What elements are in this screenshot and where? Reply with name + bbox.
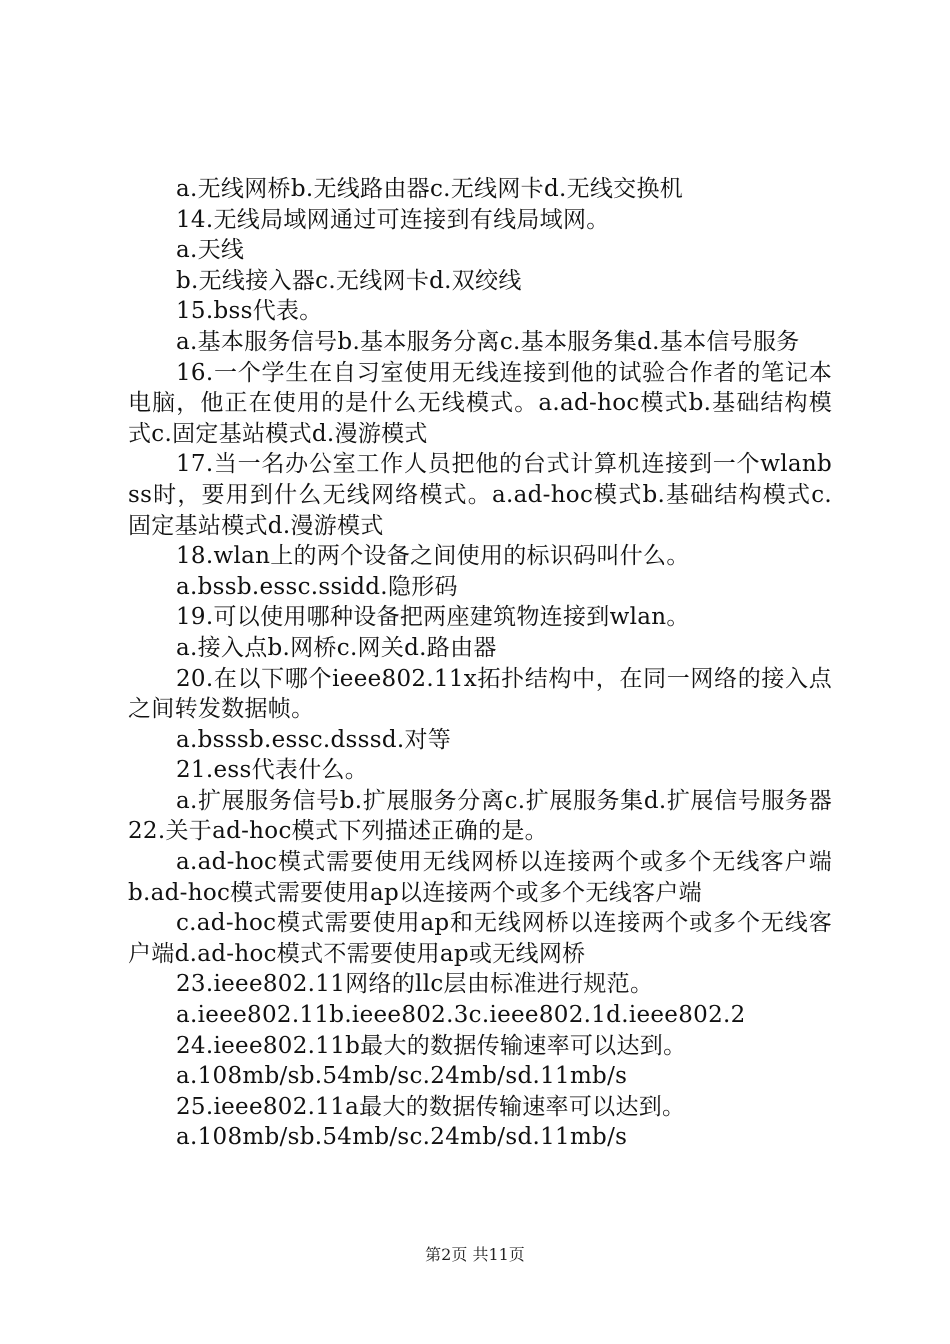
page-number-footer: 第2页 共11页 xyxy=(425,1245,525,1264)
paragraph: a.108mb/sb.54mb/sc.24mb/sd.11mb/s xyxy=(176,1063,628,1090)
paragraph: a.接入点b.网桥c.网关d.路由器 xyxy=(176,634,497,661)
paragraph: 25.ieee802.11a最大的数据传输速率可以达到。 xyxy=(176,1093,686,1120)
paragraph: a.扩展服务信号b.扩展服务分离c.扩展服务集d.扩展信号服务器22.关于ad-hoc模式下列描述正确的是。 xyxy=(128,787,832,845)
paragraph: 24.ieee802.11b最大的数据传输速率可以达到。 xyxy=(176,1032,687,1059)
paragraph: 17.当一名办公室工作人员把他的台式计算机连接到一个wlanbss时，要用到什么无线网络模式。a.ad-hoc模式b.基础结构模式c.固定基站模式d.漫游模式 xyxy=(128,451,832,539)
paragraph: 18.wlan上的两个设备之间使用的标识码叫什么。 xyxy=(176,543,690,570)
paragraph: 19.可以使用哪种设备把两座建筑物连接到wlan。 xyxy=(176,604,690,631)
paragraph: b.无线接入器c.无线网卡d.双绞线 xyxy=(176,267,522,294)
paragraph: a.ad-hoc模式需要使用无线网桥以连接两个或多个无线客户端b.ad-hoc模式需要使用ap以连接两个或多个无线客户端 xyxy=(128,849,832,906)
paragraph: a.bsssb.essc.dsssd.对等 xyxy=(176,726,452,753)
paragraph: 21.ess代表什么。 xyxy=(176,757,369,784)
paragraph: a.ieee802.11b.ieee802.3c.ieee802.1d.ieee802.2 xyxy=(176,1002,746,1029)
paragraph: a.基本服务信号b.基本服务分离c.基本服务集d.基本信号服务 xyxy=(176,328,800,355)
paragraph: c.ad-hoc模式需要使用ap和无线网桥以连接两个或多个无线客户端d.ad-hoc模式不需要使用ap或无线网桥 xyxy=(128,910,832,967)
paragraph: 20.在以下哪个ieee802.11x拓扑结构中，在同一网络的接入点之间转发数据帧。 xyxy=(128,665,832,723)
paragraph: 16.一个学生在自习室使用无线连接到他的试验合作者的笔记本电脑，他正在使用的是什么无线模式。a.ad-hoc模式b.基础结构模式c.固定基站模式d.漫游模式 xyxy=(128,359,832,447)
document-body xyxy=(128,174,832,1153)
paragraph: 14.无线局域网通过可连接到有线局域网。 xyxy=(176,206,610,233)
paragraph: 23.ieee802.11网络的llc层由标准进行规范。 xyxy=(176,971,654,998)
paragraph: a.无线网桥b.无线路由器c.无线网卡d.无线交换机 xyxy=(176,176,684,202)
paragraph: a.bssb.essc.ssidd.隐形码 xyxy=(176,573,458,600)
paragraph: a.天线 xyxy=(176,237,245,264)
paragraph: a.108mb/sb.54mb/sc.24mb/sd.11mb/s xyxy=(176,1124,628,1151)
paragraph: 15.bss代表。 xyxy=(176,298,323,325)
